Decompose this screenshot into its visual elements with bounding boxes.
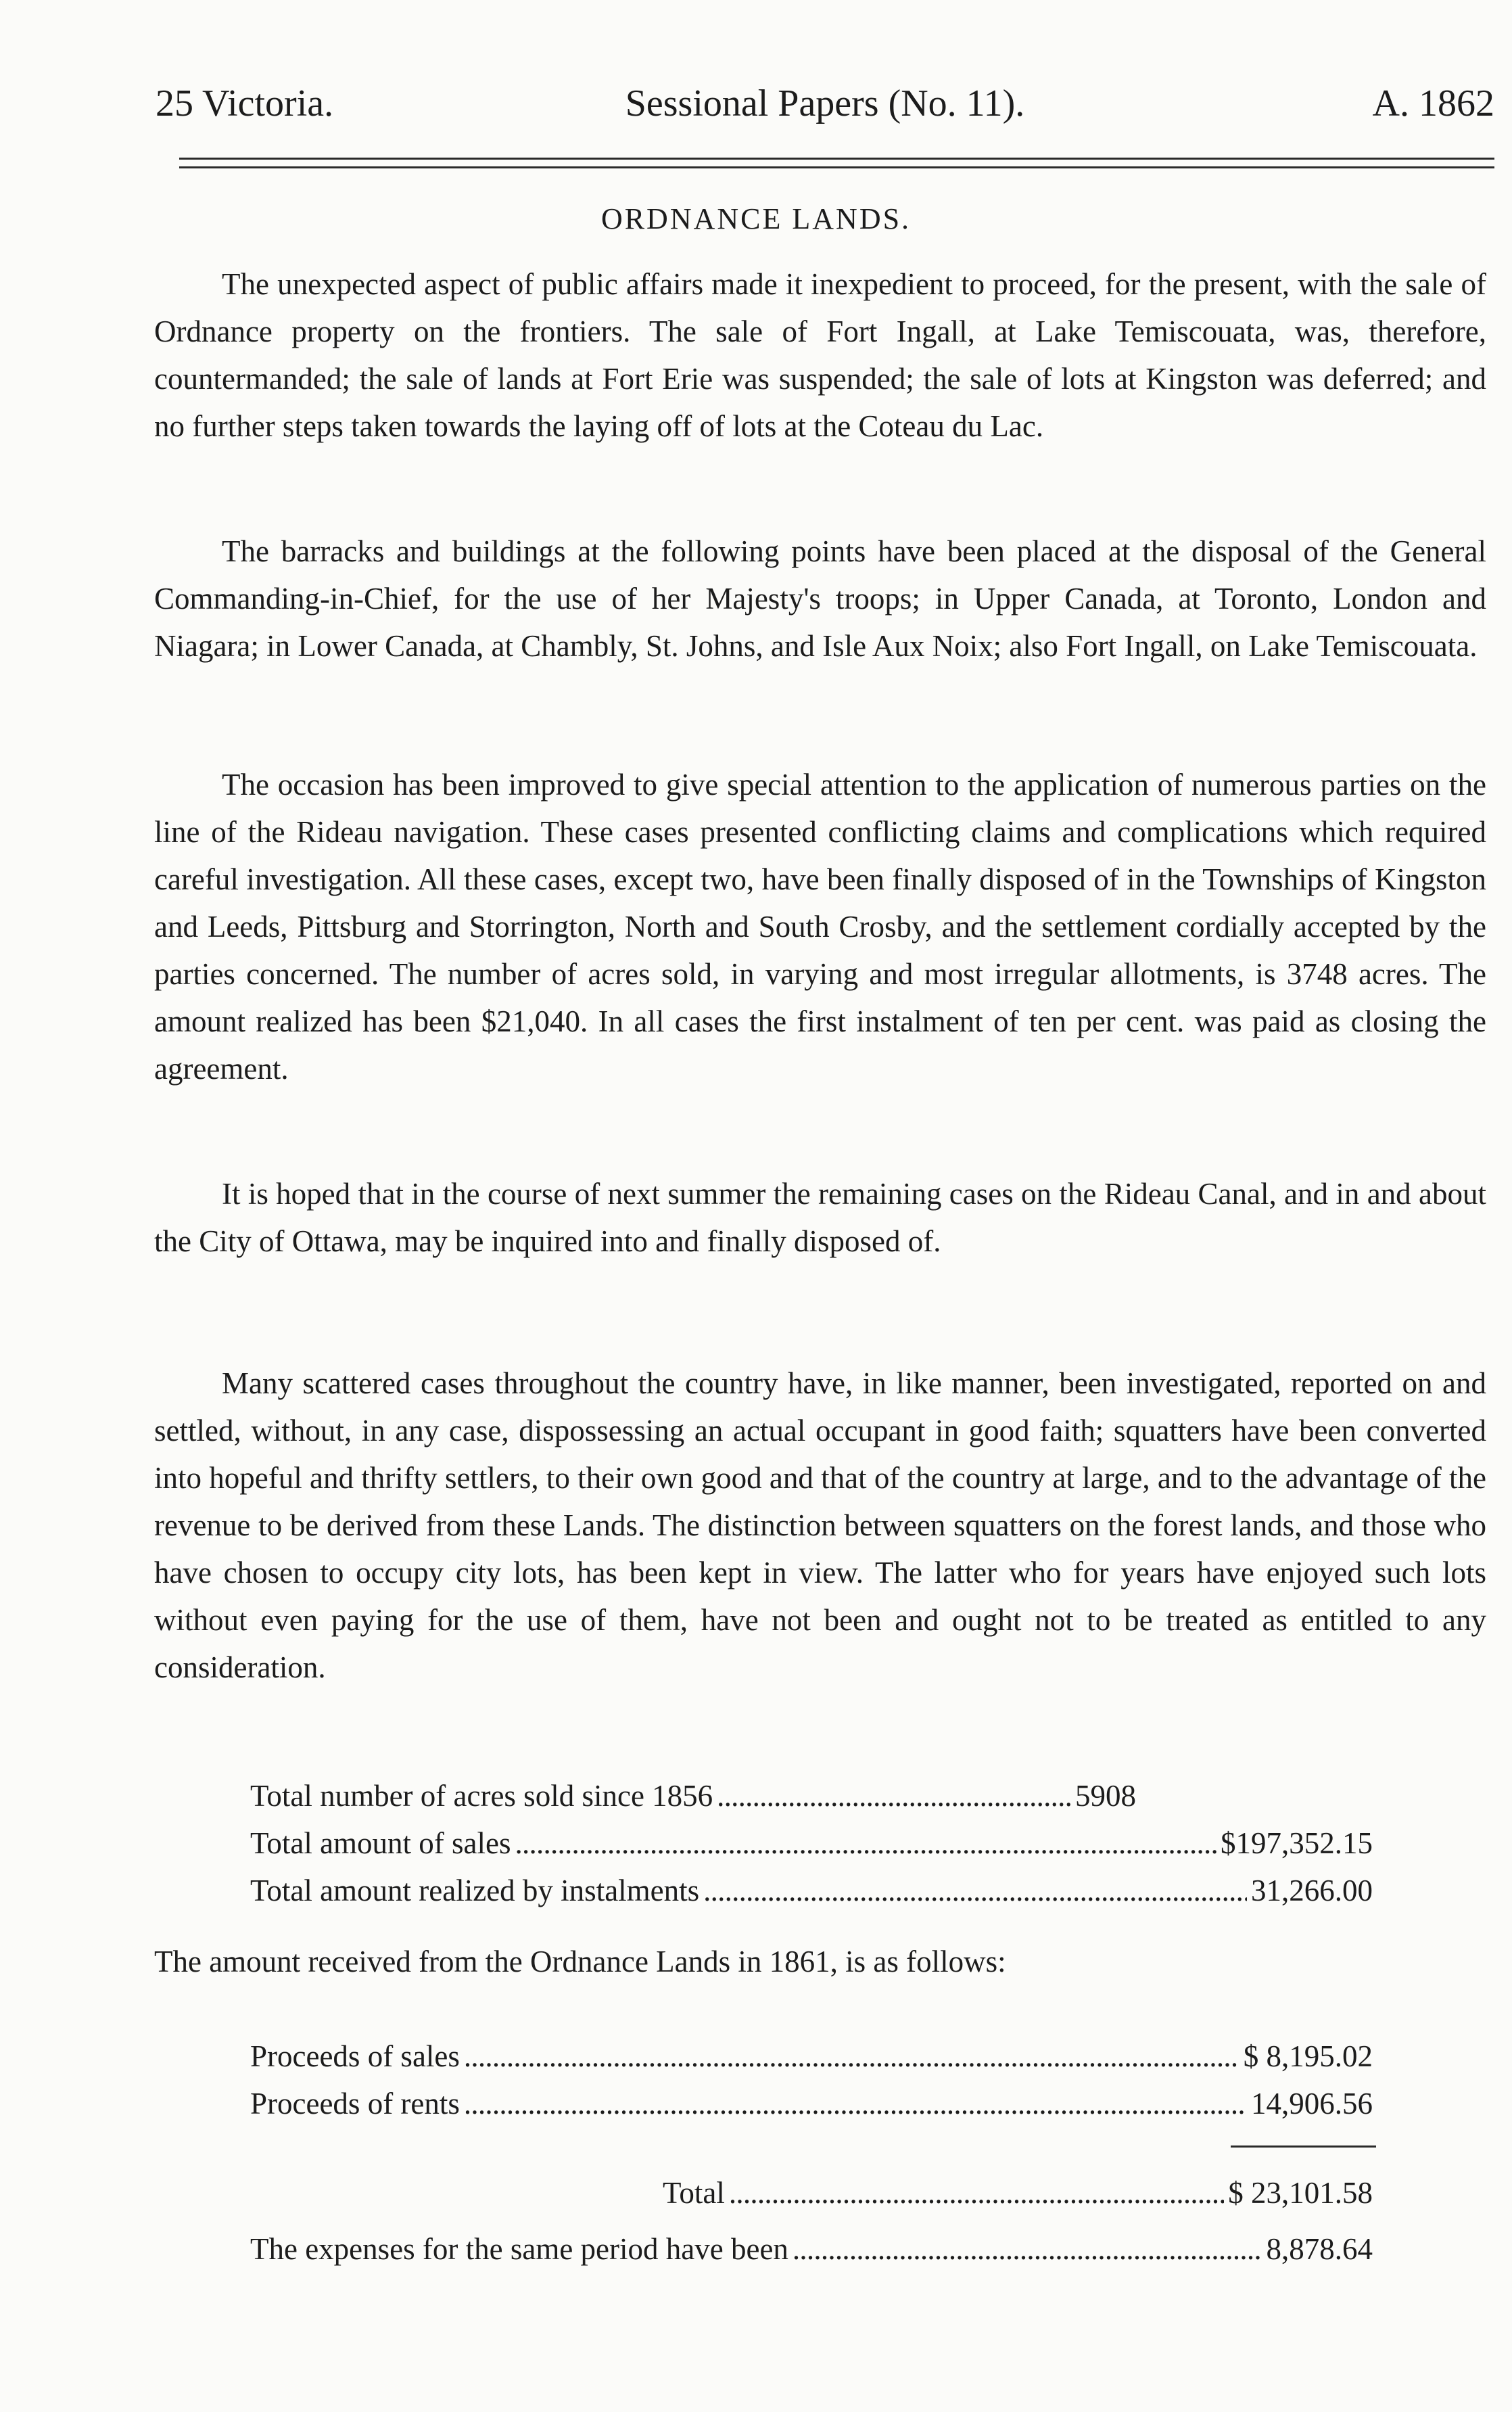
paragraph-text: The barracks and buildings at the following points have been placed at the disposal of the General Commanding-in-Chief, for the use of her Majesty's troops; in Upper Canada, at Toronto, London and Niagara; in Lower Canada, at Chambly, St. Johns, and Isle Aux Noix; also Fort Ingall, on Lake Temiscouata. <box>154 534 1486 663</box>
totals-value: $197,352.15 <box>1221 1826 1373 1860</box>
paragraph-4 <box>154 1170 1486 1265</box>
leader-dots <box>464 2080 1247 2127</box>
receipts-intro: The amount received from the Ordnance Lands in 1861, is as follows: <box>154 1945 1006 1978</box>
receipts-row <box>250 2033 1373 2080</box>
receipts-label: Proceeds of sales <box>250 2039 460 2073</box>
leader-dots <box>464 2033 1239 2080</box>
receipts-total-label: Total <box>663 2176 725 2210</box>
header-title: Sessional Papers (No. 11). <box>625 83 1025 124</box>
totals-value: 31,266.00 <box>1251 1874 1373 1907</box>
totals-row <box>250 1867 1373 1914</box>
leader-dots <box>717 1772 1071 1819</box>
paragraph-text: It is hoped that in the course of next summer the remaining cases on the Rideau Canal, and in and about the City of Ottawa, may be inquired into and finally disposed of. <box>154 1177 1486 1258</box>
sum-rule <box>1231 2146 1376 2148</box>
header-year: A. 1862 <box>1372 83 1494 124</box>
totals-row <box>250 1819 1373 1867</box>
header-rule-top <box>179 158 1494 160</box>
receipts-total <box>663 2169 1373 2217</box>
leader-dots <box>515 1819 1216 1867</box>
receipts-table <box>250 2033 1373 2127</box>
totals-value: 5908 <box>1075 1779 1136 1813</box>
expenses <box>250 2225 1373 2273</box>
totals-label: Total amount realized by instalments <box>250 1874 700 1907</box>
receipts-total-row <box>663 2169 1373 2217</box>
receipts-row <box>250 2080 1373 2127</box>
receipts-total-value: $ 23,101.58 <box>1228 2176 1373 2210</box>
paragraph-1 <box>154 260 1486 450</box>
leader-dots <box>703 1867 1247 1914</box>
paragraph-5 <box>154 1360 1486 1691</box>
expenses-row <box>250 2225 1373 2273</box>
paragraph-text: Many scattered cases throughout the country have, in like manner, been investigated, reported on and settled, without, in any case, dispossessing an actual occupant in good faith; squatters have been converted into hopeful and thrifty settlers, to their own good and that of the country at large, and to the advantage of the revenue to be derived from these Lands. The distinction between squatters on the forest lands, and those who have chosen to occupy city lots, has been kept in view. The latter who for years have enjoyed such lots without even paying for the use of them, have not been and ought not to be treated as entitled to any consideration. <box>154 1366 1486 1684</box>
expenses-label: The expenses for the same period have been <box>250 2232 788 2266</box>
paragraph-3 <box>154 761 1486 1092</box>
section-title: ORDNANCE LANDS. <box>600 202 912 235</box>
header-rule-bottom <box>179 166 1494 168</box>
paragraph-2 <box>154 528 1486 670</box>
paragraph-text: The unexpected aspect of public affairs made it inexpedient to proceed, for the present, with the sale of Ordnance property on the frontiers. The sale of Fort Ingall, at Lake Temiscouata, was, therefore, countermanded; the sale of lands at Fort Erie was suspended; the sale of lots at Kingston was deferred; and no further steps taken towards the laying off of lots at the Coteau du Lac. <box>154 267 1486 443</box>
page-header <box>156 80 1494 127</box>
leader-dots <box>793 2225 1262 2273</box>
totals-table <box>250 1772 1373 1914</box>
receipts-value: 14,906.56 <box>1251 2087 1373 2120</box>
header-volume: 25 Victoria. <box>156 83 334 124</box>
receipts-value: $ 8,195.02 <box>1243 2039 1373 2073</box>
totals-label: Total number of acres sold since 1856 <box>250 1779 713 1813</box>
totals-row <box>250 1772 1373 1819</box>
paragraph-text: The occasion has been improved to give special attention to the application of numerous parties on the line of the Rideau navigation. These cases presented conflicting claims and complications which required careful investigation. All these cases, except two, have been finally disposed of in the Townships of Kingston and Leeds, Pittsburg and Storrington, North and South Crosby, and the settlement cordially accepted by the parties concerned. The number of acres sold, in varying and most irregular allotments, is 3748 acres. The amount realized has been $21,040. In all cases the first instalment of ten per cent. was paid as closing the agreement. <box>154 768 1486 1086</box>
leader-dots <box>729 2169 1224 2217</box>
totals-label: Total amount of sales <box>250 1826 511 1860</box>
expenses-value: 8,878.64 <box>1266 2232 1373 2266</box>
receipts-label: Proceeds of rents <box>250 2087 460 2120</box>
